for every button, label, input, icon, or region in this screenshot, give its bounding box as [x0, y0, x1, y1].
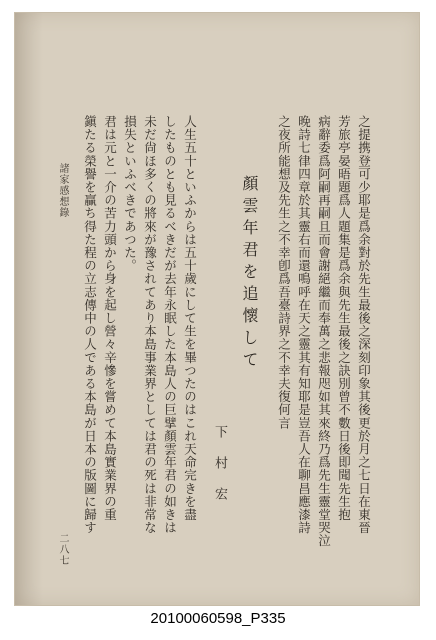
- document-page: [14, 12, 420, 606]
- image-caption: 20100060598_P335: [150, 610, 286, 627]
- body-column: 君は元と一介の苦力頭から身を起し營々辛慘を嘗めて本島實業界の重: [102, 115, 118, 522]
- body-column: 未だ尙ほ多くの將來が豫されてあり本島事業界としては君の死は非常な: [142, 115, 158, 535]
- article-author: 下村宏: [212, 425, 227, 518]
- body-column: 之夜所能想及先生之不幸卽爲吾臺詩界之不幸夫復何言: [276, 115, 292, 430]
- page-number: 二八七: [57, 533, 68, 566]
- body-column: 芳旅亭晏晤題爲人題集是爲余與先生最後之訣別曾不數日後即聞先生抱: [336, 115, 352, 522]
- body-column: 人生五十といふからは五十歲にして生を畢つたのはこれ天命完きを盡: [182, 115, 198, 522]
- body-column: 損失といふべきであつた。: [122, 115, 138, 273]
- body-column: 之提携登可少耶是爲余對於先生最後之深刻印象其後更於月之七日在東晉: [356, 115, 372, 535]
- text-area: [75, 115, 372, 575]
- body-column: したものとも見るべきだが去年永眠した本島人の巨擘顏雲年君の如きは: [162, 115, 178, 535]
- running-header: 諸家感想錄: [57, 163, 68, 218]
- body-column: 病辭委爲阿嗣再嗣且而會謝絕繼而奉萬之悲報咫如其來終乃爲先生靈堂哭泣: [316, 115, 332, 548]
- page-spine-shadow: [15, 13, 43, 605]
- article-title: 顏雲年君を追懷して: [240, 175, 259, 373]
- body-column: 鎭たる榮譽を贏ち得た程の立志傳中の人である本島が日本の版圖に歸す: [82, 115, 98, 535]
- body-column: 晚詩七律四章於其靈右而還鳴呼在天之靈其有知耶是豈吾人在聊昌應漆詩: [296, 115, 312, 535]
